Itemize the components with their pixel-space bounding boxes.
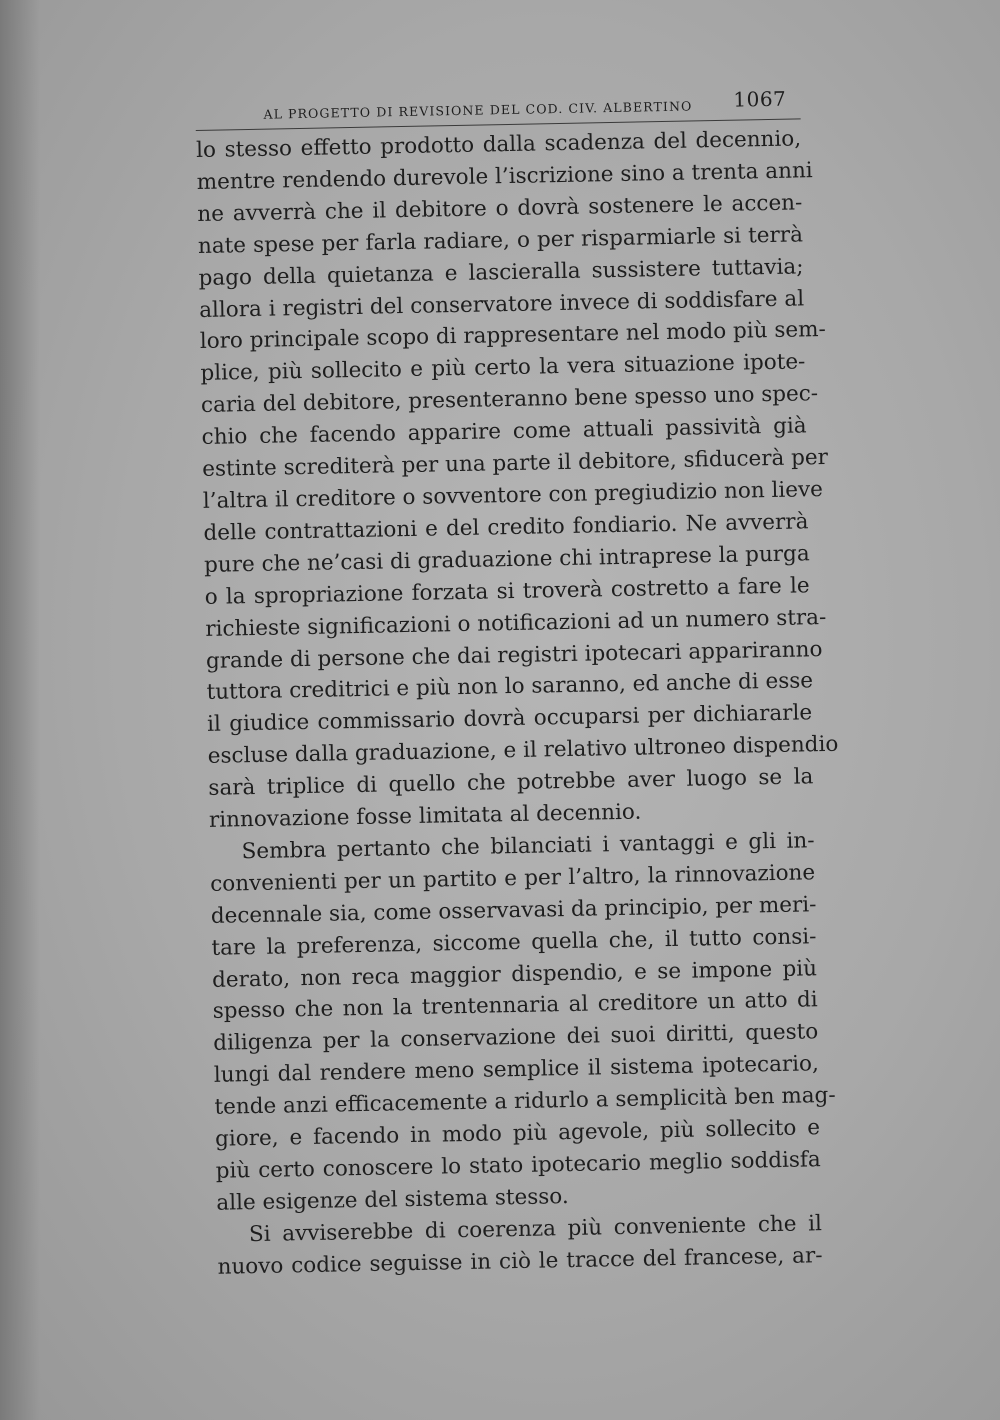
body-text — [195, 123, 839, 1283]
page-edge-shadow — [0, 0, 40, 1420]
text-line: Sembra pertanto che bilanciati i vantaggi e gli in- — [241, 828, 815, 865]
text-line: più certo conoscere lo stato ipotecario meglio soddisfa — [215, 1147, 821, 1184]
running-head — [195, 78, 801, 131]
running-head-title: AL PROGETTO DI REVISIONE DEL COD. CIV. ALBERTINO — [263, 98, 693, 122]
text-line: derato, non reca maggior dispendio, e se impone più — [211, 955, 818, 993]
text-line: delle contrattazioni e del credito fondiario. Ne avverrà — [203, 509, 809, 546]
text-line: nuovo codice seguisse in ciò le tracce del francese, ar- — [217, 1242, 823, 1280]
text-line: alle esigenze del sistema stesso. — [216, 1183, 569, 1216]
text-line: lungi dal rendere meno semplice il sistema ipotecario, — [213, 1051, 820, 1089]
text-block — [195, 78, 839, 1283]
text-line: pago della quietanza e lascieralla sussistere tuttavia; — [198, 253, 804, 291]
paragraph-3 — [217, 1208, 823, 1283]
page-number: 1067 — [733, 86, 787, 112]
text-line: spesso che non la trentennaria al creditore un atto di — [212, 987, 818, 1025]
text-line: pure che ne’casi di graduazione chi intraprese la purga — [203, 541, 810, 578]
text-line: l’altra il creditore o sovventore con pregiudizio non lieve — [202, 476, 824, 514]
paragraph-2 — [209, 825, 836, 1219]
text-line: estinte screditerà per una parte il debitore, sfiducerà per — [202, 444, 829, 482]
text-line: il giudice commissario dovrà occuparsi per dichiararle — [206, 700, 813, 738]
text-line: allora i registri del conservatore invece di soddisfare al — [198, 285, 805, 323]
text-line: giore, e facendo in modo più agevole, più sollecito e — [214, 1115, 821, 1152]
text-line: decennale sia, come osservavasi da principio, per meri- — [210, 891, 817, 929]
text-line: lo stesso effetto prodotto dalla scadenza del decennio, — [195, 126, 802, 163]
text-line: rinnovazione fosse limitata al decennio. — [208, 799, 642, 833]
text-line: ne avverrà che il debitore o dovrà sostenere le accen- — [197, 190, 803, 227]
text-line: richieste significazioni o notificazioni ad un numero stra- — [205, 604, 827, 642]
text-line: Si avviserebbe di coerenza più conveniente che il — [248, 1210, 823, 1247]
paragraph-1 — [195, 123, 839, 836]
text-line: nate spese per farla radiare, o per risparmiarle si terrà — [197, 222, 804, 259]
text-line: tare la preferenza, siccome quella che, il tutto consi- — [211, 923, 817, 961]
text-line: sarà triplice di quello che potrebbe aver luogo se la — [208, 764, 814, 801]
text-line: chio che facendo apparire come attuali passività già — [201, 413, 807, 451]
text-line: o la spropriazione forzata si troverà costretto a fare le — [204, 572, 810, 610]
text-line: loro principale scopo di rappresentare nel modo più sem- — [199, 317, 826, 355]
text-line: diligenza per la conservazione dei suoi diritti, questo — [213, 1019, 819, 1057]
text-line: tuttora creditrici e più non lo saranno, ed anche di esse — [206, 668, 814, 706]
text-line: grande di persone che dai registri ipotecari appariranno — [205, 636, 823, 674]
text-line: tende anzi efficacemente a ridurlo a semplicità ben mag- — [214, 1083, 836, 1120]
text-line: convenienti per un partito e per l’altro, la rinnovazione — [210, 860, 816, 897]
text-line: caria del debitore, presenteranno bene spesso uno spec- — [200, 381, 819, 419]
text-line: escluse dalla graduazione, e il relativo ultroneo dispendio — [207, 731, 839, 770]
text-line: mentre rendendo durevole l’iscrizione sino a trenta anni — [196, 158, 813, 195]
text-line: plice, più sollecito e più certo la vera situazione ipote- — [200, 349, 806, 387]
